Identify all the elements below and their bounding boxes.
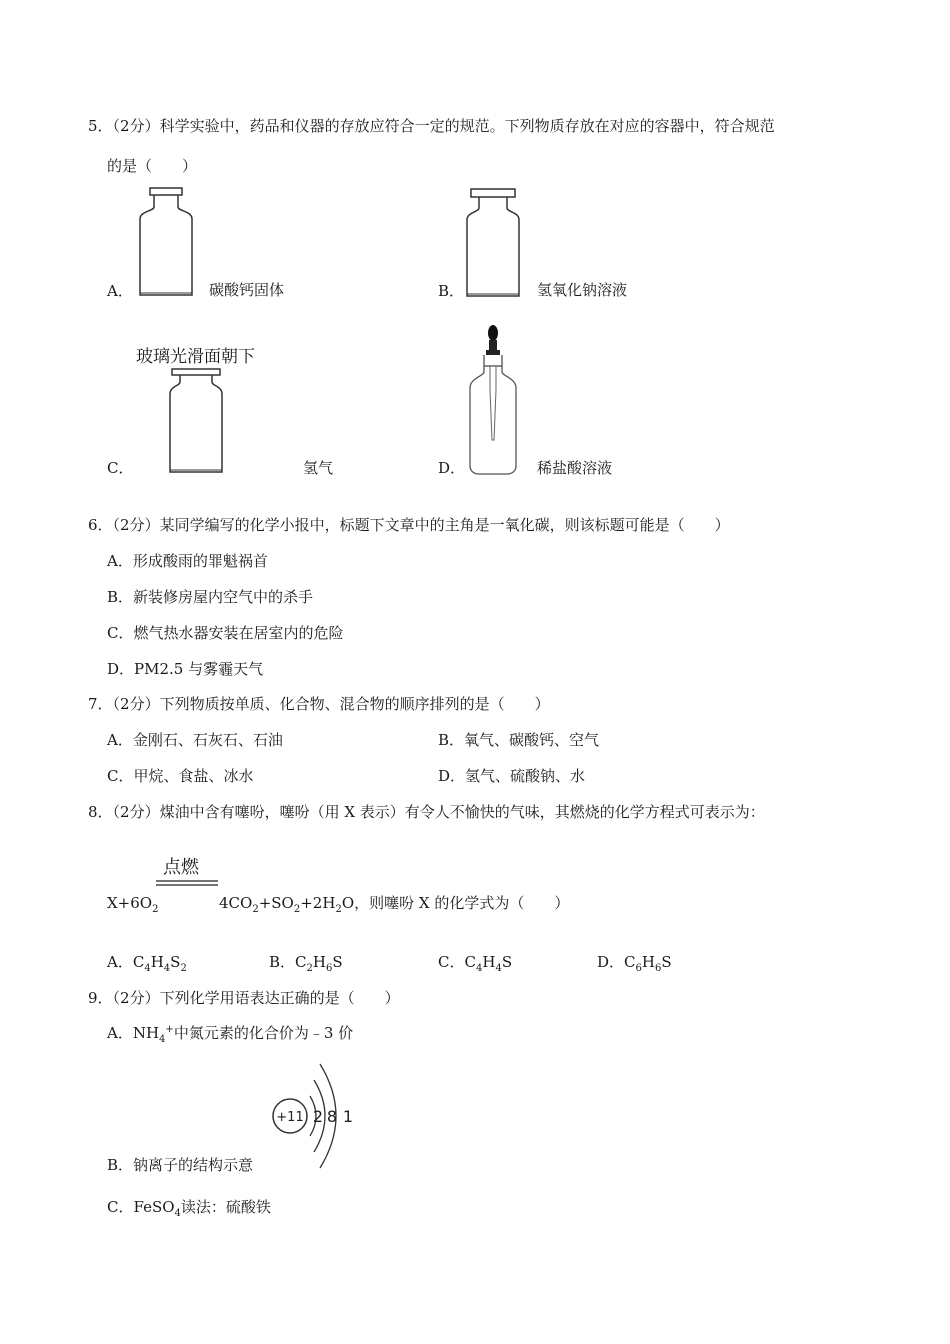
q8-option-a[interactable]: A．$C_4H_4S_2$	[107, 953, 187, 974]
equation-reactants: $X+6O_2$	[107, 894, 159, 915]
q7-option-c[interactable]: C．甲烷、食盐、冰水	[107, 767, 254, 785]
atom-structure-diagram	[270, 1058, 370, 1174]
nucleus-charge: +11	[276, 1110, 304, 1125]
q8-option-d[interactable]: D．$C_6H_6S$	[597, 953, 672, 974]
q6-stem: 6．（2分）某同学编写的化学小报中，标题下文章中的主角是一氧化碳，则该标题可能是（ ）	[88, 516, 730, 534]
option-letter[interactable]: A．	[107, 282, 133, 300]
shell-electrons: 2	[312, 1107, 324, 1126]
q7-stem: 7．（2分）下列物质按单质、化合物、混合物的顺序排列的是（ ）	[88, 695, 550, 713]
shell-electrons: 1	[342, 1107, 354, 1126]
option-text: 稀盐酸溶液	[537, 459, 613, 477]
q7-option-a[interactable]: A．金刚石、石灰石、石油	[107, 731, 283, 749]
reaction-condition: 点燃	[163, 857, 199, 878]
narrow-mouth-bottle-icon	[463, 188, 523, 298]
q5-stem-line1: 5．（2分）科学实验中，药品和仪器的存放应符合一定的规范。下列物质存放在对应的容器中，符合规范	[88, 117, 775, 135]
option-letter[interactable]: D．	[438, 459, 466, 477]
q8-stem: 8．（2分）煤油中含有噻吩，噻吩（用 X 表示）有令人不愉快的气味，其燃烧的化学方程式可表示为：	[88, 803, 765, 821]
option-text: 氢气	[303, 459, 334, 477]
option-letter[interactable]: C．	[107, 459, 134, 477]
shell-electrons: 8	[326, 1107, 338, 1126]
q9-stem: 9．（2分）下列化学用语表达正确的是（ ）	[88, 989, 400, 1007]
reaction-arrow-icon	[156, 879, 220, 887]
gas-jar-icon	[166, 368, 226, 474]
q9-option-b[interactable]: B．钠离子的结构示意	[107, 1156, 254, 1174]
q6-option-d[interactable]: D．PM2.5 与雾霾天气	[107, 660, 264, 678]
q6-option-b[interactable]: B．新装修房屋内空气中的杀手	[107, 588, 314, 606]
q6-option-c[interactable]: C．燃气热水器安装在居室内的危险	[107, 624, 344, 642]
option-letter[interactable]: B．	[438, 282, 465, 300]
q7-option-d[interactable]: D．氢气、硫酸钠、水	[438, 767, 586, 785]
dropper-bottle-icon	[467, 324, 523, 476]
q7-option-b[interactable]: B．氧气、碳酸钙、空气	[438, 731, 600, 749]
q8-option-b[interactable]: B．$C_2H_6S$	[269, 953, 343, 974]
glass-face-caption: 玻璃光滑面朝下	[136, 347, 255, 367]
option-text: 氢氧化钠溶液	[537, 281, 628, 299]
q9-option-a[interactable]: A．$NH_4^+$中氮元素的化合价为﹣3 价	[107, 1024, 354, 1045]
q8-option-c[interactable]: C．$C_4H_4S$	[438, 953, 513, 974]
q5-stem-line2: 的是（ ）	[107, 157, 198, 175]
option-text: 碳酸钙固体	[209, 281, 285, 299]
q6-option-a[interactable]: A．形成酸雨的罪魁祸首	[107, 552, 268, 570]
equation-products: $4CO_2+SO_2+2H_2O$，则噻吩 X 的化学式为（ ）	[219, 894, 570, 915]
q9-option-c[interactable]: C．FeSO$_4$读法：硫酸铁	[107, 1198, 271, 1219]
wide-mouth-bottle-icon	[136, 187, 196, 297]
